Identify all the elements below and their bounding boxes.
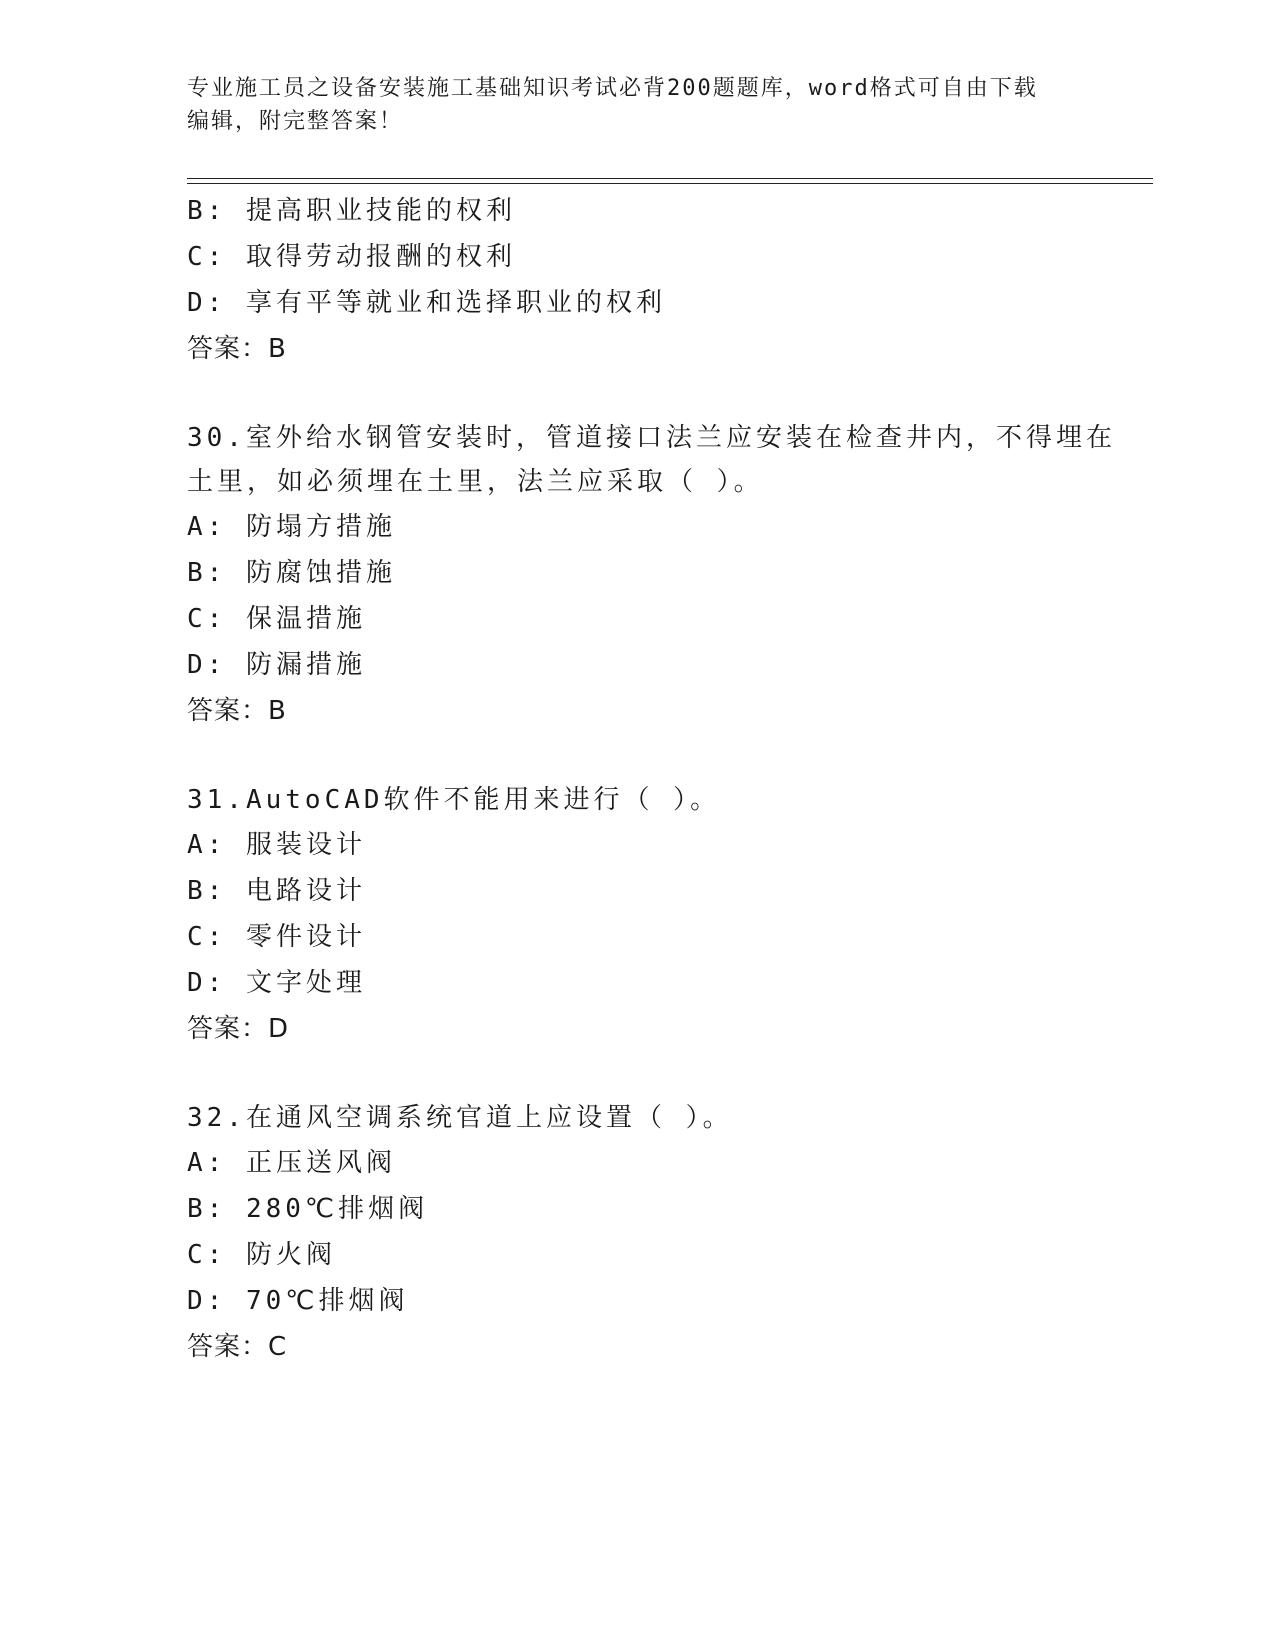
question-block-prev: [187, 188, 1087, 372]
option-d: D: 防漏措施: [187, 650, 366, 680]
header-line-1: 专业施工员之设备安装施工基础知识考试必背200题题库，word格式可自由下载: [187, 76, 1038, 101]
answer-line: 答案：C: [187, 1332, 288, 1362]
option-b: B: 防腐蚀措施: [187, 558, 396, 588]
option-d: D: 文字处理: [187, 968, 366, 998]
option-c: C: 零件设计: [187, 922, 366, 952]
header-rule-bottom: [187, 183, 1153, 184]
option-d: D: 享有平等就业和选择职业的权利: [187, 288, 666, 318]
question-block-32: [187, 1096, 1087, 1370]
question-block-30: [187, 416, 1116, 734]
question-list: [187, 188, 1116, 1370]
answer-line: 答案：B: [187, 696, 287, 726]
option-c: C: 防火阀: [187, 1240, 336, 1270]
option-b: B: 提高职业技能的权利: [187, 196, 516, 226]
option-c: C: 保温措施: [187, 604, 366, 634]
option-a: A: 服装设计: [187, 830, 366, 860]
question-text-line: 32.在通风空调系统官道上应设置（ ）。: [187, 1103, 733, 1133]
question-block-31: [187, 778, 1087, 1052]
option-a: A: 防塌方措施: [187, 512, 396, 542]
option-b: B: 280℃排烟阀: [187, 1194, 429, 1224]
question-text-line: 31.AutoCAD软件不能用来进行（ ）。: [187, 785, 721, 815]
option-a: A: 正压送风阀: [187, 1148, 396, 1178]
answer-line: 答案：B: [187, 334, 287, 364]
answer-line: 答案：D: [187, 1014, 290, 1044]
option-d: D: 70℃排烟阀: [187, 1286, 409, 1316]
document-header: [187, 72, 1067, 138]
header-line-2: 编辑，附完整答案！: [187, 109, 404, 134]
question-text-line: 土里，如必须埋在土里，法兰应采取（ ）。: [187, 467, 764, 497]
question-text-line: 30.室外给水钢管安装时，管道接口法兰应安装在检查井内，不得埋在: [187, 423, 1116, 453]
header-rule-top: [187, 178, 1153, 179]
option-c: C: 取得劳动报酬的权利: [187, 242, 516, 272]
option-b: B: 电路设计: [187, 876, 366, 906]
